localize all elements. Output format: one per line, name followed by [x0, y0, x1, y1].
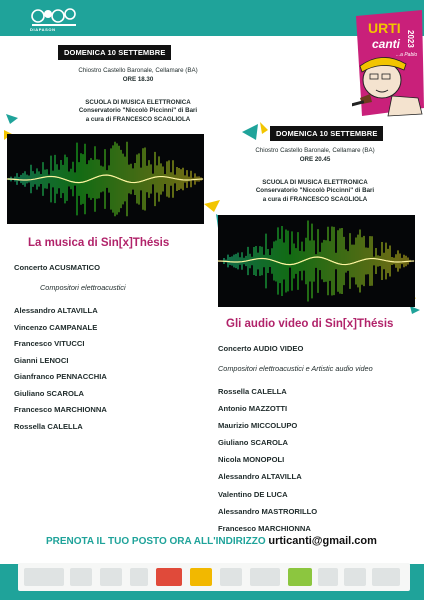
- sponsor-logo: [130, 568, 148, 586]
- event2-curator: a cura di FRANCESCO SCAGLIOLA: [262, 196, 368, 203]
- performer-name: Rossella CALELLA: [218, 387, 287, 396]
- performer-name: Nicola MONOPOLI: [218, 455, 285, 465]
- event1-venue: Chiostro Castello Baronale, Cellamare (BA): [78, 67, 198, 74]
- sponsor-logo: [318, 568, 338, 586]
- urticanti-brand: [352, 10, 424, 120]
- sponsor-logo: [344, 568, 366, 586]
- event2-date-badge: DOMENICA 10 SETTEMBRE: [270, 126, 383, 141]
- event1-curator: a cura di FRANCESCO SCAGLIOLA: [85, 116, 191, 123]
- logo-text: DIAPASON: [30, 27, 56, 32]
- performer-name: Maurizio MICCOLUPO: [218, 421, 298, 431]
- performer-name: Antonio MAZZOTTI: [218, 404, 288, 414]
- event2-concert: Concerto AUDIO VIDEO: [218, 344, 304, 353]
- event1-time: ORE 18.30: [122, 76, 154, 83]
- brand-name-top: URTI: [368, 20, 401, 36]
- event2-time: ORE 20.45: [299, 156, 331, 163]
- performer-name: Giuliano SCAROLA: [218, 438, 289, 448]
- event1-concert: Concerto ACUSMATICO: [14, 263, 101, 272]
- event2-performer-list: [218, 383, 317, 537]
- performer-name: Rossella CALELLA: [14, 421, 83, 431]
- brand-year: 2023: [406, 30, 415, 48]
- sponsor-logos-strip: [18, 563, 410, 591]
- diapason-logo: [28, 4, 84, 34]
- event1-date-badge: DOMENICA 10 SETTEMBRE: [58, 45, 171, 60]
- sponsor-logo: [220, 568, 242, 586]
- sponsor-logo: [24, 568, 64, 586]
- booking-cta-text: PRENOTA IL TUO POSTO ORA ALL'INDIRIZZO: [46, 536, 266, 547]
- performer-name: Francesco MARCHIONNA: [218, 523, 311, 533]
- sponsor-logo: [288, 568, 312, 586]
- performer-name: Francesco MARCHIONNA: [14, 405, 107, 414]
- sound-wave-icon: [7, 134, 204, 224]
- performer-name: Gianni LENOCI: [14, 355, 69, 365]
- event2-title: Gli audio video di Sin[x]Thésis: [226, 318, 394, 330]
- event2-sound-wave-image: [218, 215, 415, 307]
- brand-tagline: ...a Pablo: [396, 52, 418, 58]
- booking-email-link[interactable]: urticanti@gmail.com: [268, 535, 377, 547]
- event1-role: Compositori elettroacustici: [40, 283, 126, 292]
- sponsor-logo: [250, 568, 280, 586]
- performer-name: Vincenzo CAMPANALE: [14, 322, 98, 332]
- sponsor-logo: [100, 568, 122, 586]
- event2-venue: Chiostro Castello Baronale, Cellamare (BA): [255, 147, 375, 154]
- decorative-shape-icon: [240, 120, 270, 144]
- performer-name: Francesco VITUCCI: [14, 339, 85, 348]
- brand-name-bottom: canti: [372, 37, 401, 51]
- event1-performer-list: [14, 303, 107, 435]
- performer-name: Alessandro ALTAVILLA: [14, 306, 98, 315]
- sponsor-logo: [156, 568, 182, 586]
- performer-name: Alessandro MASTRORILLO: [218, 506, 318, 516]
- sound-wave-icon: [218, 215, 415, 307]
- sponsor-logo: [70, 568, 92, 586]
- event2-conservatory: Conservatorio "Niccolò Piccinni" di Bari: [255, 187, 375, 194]
- event1-conservatory: Conservatorio "Niccolò Piccinni" di Bari: [78, 107, 198, 114]
- performer-name: Giuliano SCAROLA: [14, 388, 85, 398]
- performer-name: Alessandro ALTAVILLA: [218, 472, 302, 482]
- event1-sound-wave-image: [7, 134, 204, 224]
- event1-title: La musica di Sin[x]Thésis: [28, 237, 170, 249]
- sponsor-logo: [190, 568, 212, 586]
- event2-role: Compositori elettroacustici e Artistic audio video: [218, 364, 373, 373]
- performer-name: Valentino DE LUCA: [218, 489, 288, 499]
- sponsor-logo: [372, 568, 400, 586]
- event2-school: SCUOLA DI MUSICA ELETTRONICA: [262, 179, 368, 186]
- booking-cta: [46, 535, 377, 547]
- performer-name: Gianfranco PENNACCHIA: [14, 372, 107, 381]
- event1-school: SCUOLA DI MUSICA ELETTRONICA: [85, 99, 191, 106]
